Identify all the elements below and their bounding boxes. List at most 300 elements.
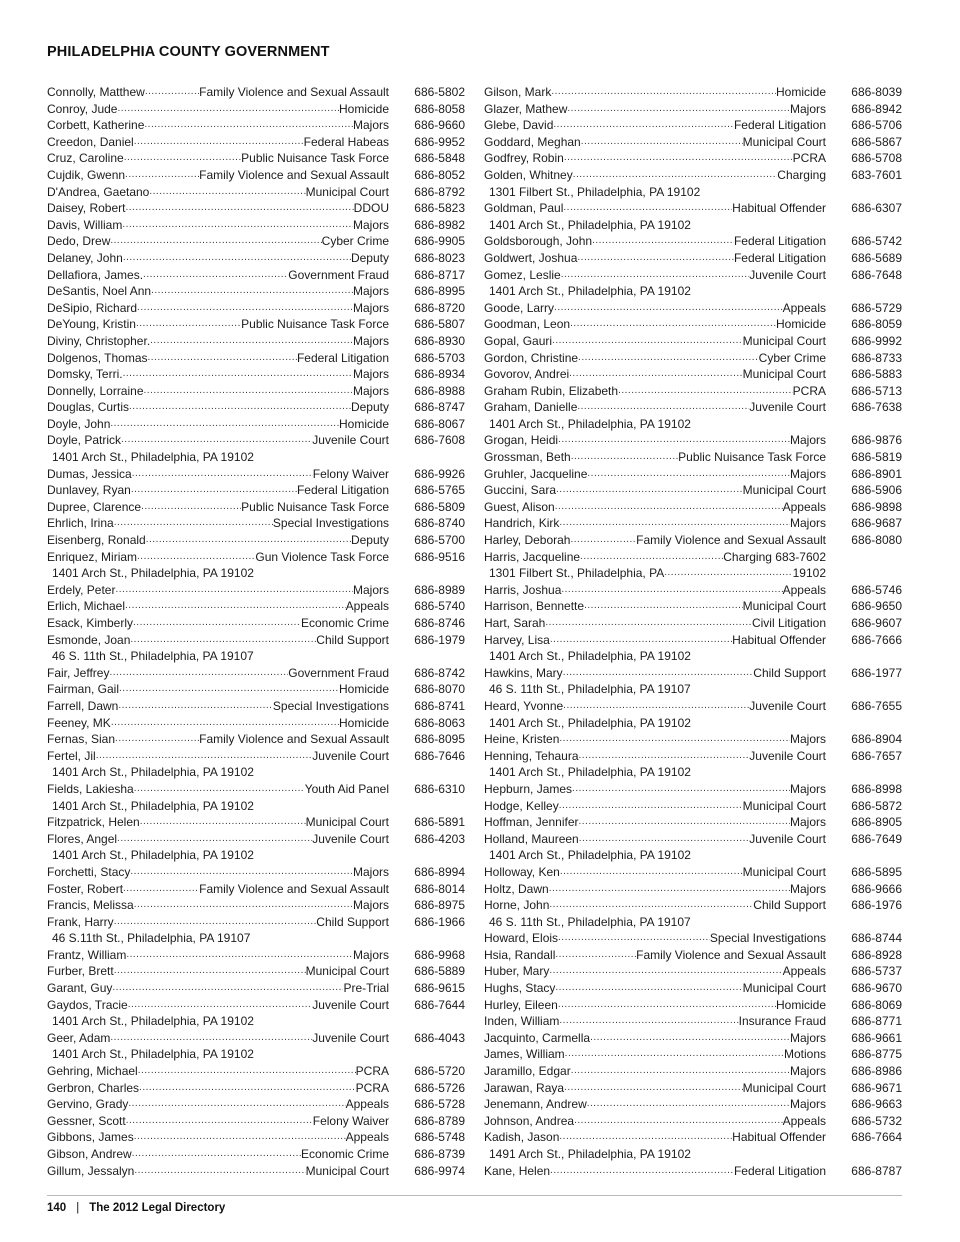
- entry-unit: Majors: [789, 881, 826, 896]
- entry-unit: Appeals: [345, 1130, 389, 1145]
- entry-unit: Child Support: [316, 914, 389, 929]
- entry-phone: 686-8995: [414, 284, 465, 299]
- dot-leader: [565, 1046, 784, 1063]
- directory-entry: [484, 1163, 902, 1180]
- dot-leader: [556, 482, 743, 499]
- directory-entry: [47, 532, 465, 549]
- directory-entry: [47, 217, 465, 234]
- dot-leader: [551, 84, 776, 101]
- directory-entry: [47, 350, 465, 367]
- dot-leader: [564, 150, 793, 167]
- entry-unit: Federal Litigation: [733, 234, 826, 249]
- directory-entry: [484, 200, 902, 217]
- entry-unit: Economic Crime: [300, 1147, 389, 1161]
- page-number: 140: [47, 1202, 67, 1214]
- entry-unit: Family Violence and Sexual Assault: [199, 881, 389, 896]
- entry-name: Doyle, Patrick: [47, 433, 122, 448]
- dot-leader: [553, 117, 734, 134]
- directory-entry: [47, 283, 465, 300]
- entry-unit: Federal Habeas: [303, 134, 389, 149]
- entry-name: Gessner, Scott: [47, 1113, 126, 1128]
- dot-leader: [130, 632, 316, 649]
- entry-name: Gervino, Grady: [47, 1097, 129, 1112]
- address-line: [484, 715, 902, 732]
- directory-entry: [484, 532, 902, 549]
- directory-entry: [484, 947, 902, 964]
- address-text: 46 S. 11th St., Philadelphia, PA 19107: [489, 914, 691, 929]
- entry-unit: Majors: [789, 466, 826, 481]
- dot-leader: [561, 582, 782, 599]
- entry-phone: 686-5746: [851, 582, 902, 597]
- entry-phone: 686-5706: [851, 118, 902, 133]
- entry-name: Gaydos, Tracie: [47, 997, 128, 1012]
- entry-unit: Appeals: [782, 499, 826, 514]
- entry-phone: 686-5737: [851, 964, 902, 979]
- entry-unit: Municipal Court: [742, 333, 826, 348]
- dot-leader: [114, 914, 317, 931]
- dot-leader: [115, 731, 199, 748]
- dot-leader: [133, 615, 301, 632]
- entry-unit: Municipal Court: [742, 864, 826, 879]
- directory-entry: [47, 300, 465, 317]
- entry-name: Jenemann, Andrew: [484, 1097, 587, 1112]
- dot-leader: [587, 466, 790, 483]
- entry-unit: Special Investigations: [709, 931, 826, 946]
- dot-leader: [569, 366, 742, 383]
- dot-leader: [550, 632, 732, 649]
- entry-unit: PCRA: [355, 1080, 389, 1095]
- directory-entry: [484, 167, 902, 184]
- entry-name: Delaney, John: [47, 250, 123, 265]
- entry-name: Goode, Larry: [484, 300, 555, 315]
- entry-name: Glazer, Mathew: [484, 101, 568, 116]
- entry-phone: 686-8989: [414, 582, 465, 597]
- entry-name: Esack, Kimberly: [47, 616, 134, 630]
- entry-phone: 686-8720: [414, 300, 465, 315]
- directory-entry: [484, 997, 902, 1014]
- entry-phone: 686-1979: [414, 632, 465, 647]
- dot-leader: [134, 1163, 305, 1180]
- entry-name: Garant, Guy: [47, 981, 113, 996]
- directory-entry: [484, 515, 902, 532]
- entry-name: Hurley, Eileen: [484, 997, 558, 1012]
- entry-name: Huber, Mary: [484, 964, 550, 979]
- entry-phone: 686-8942: [851, 101, 902, 116]
- entry-unit: Government Fraud: [288, 665, 389, 680]
- entry-phone: 686-8775: [851, 1047, 902, 1062]
- entry-name: Harris, Joshua: [484, 582, 562, 597]
- entry-name: Hoffman, Jennifer: [484, 815, 579, 830]
- entry-phone: 686-8067: [414, 416, 465, 431]
- directory-entry: [484, 499, 902, 516]
- directory-entry: [47, 1146, 465, 1163]
- entry-phone: 686-7638: [851, 400, 902, 415]
- directory-entry: [47, 134, 465, 151]
- address-text: 1401 Arch St., Philadelphia, PA 19102: [52, 1047, 254, 1062]
- dot-leader: [117, 831, 312, 848]
- directory-entry: [484, 482, 902, 499]
- directory-entry: [47, 980, 465, 997]
- directory-entry: [47, 101, 465, 118]
- entry-unit: Pre-Trial: [343, 981, 389, 996]
- dot-leader: [128, 1096, 345, 1113]
- entry-name: Diviny, Christopher.: [47, 333, 151, 348]
- dot-leader: [577, 250, 734, 267]
- entry-unit: Majors: [352, 217, 389, 232]
- entry-name: Fernas, Sian: [47, 732, 116, 747]
- entry-unit: Municipal Court: [742, 134, 826, 149]
- dot-leader: [148, 350, 297, 367]
- entry-name: Holtz, Dawn: [484, 881, 549, 896]
- dot-leader: [549, 963, 782, 980]
- address-line: [47, 565, 465, 582]
- dot-leader: [559, 1129, 732, 1146]
- entry-name: 1301 Filbert St., Philadelphia, PA: [489, 566, 665, 581]
- entry-unit: Family Violence and Sexual Assault: [199, 167, 389, 182]
- dot-leader: [143, 267, 288, 284]
- address-line: [47, 847, 465, 864]
- entry-unit: Habitual Offender: [732, 1130, 826, 1145]
- directory-entry: [47, 881, 465, 898]
- directory-entry: [47, 864, 465, 881]
- entry-unit: Majors: [352, 864, 389, 879]
- dot-leader: [567, 101, 790, 118]
- dot-leader: [131, 482, 297, 499]
- entry-unit: Public Nuisance Task Force: [241, 317, 389, 332]
- entry-unit: Municipal Court: [742, 981, 826, 996]
- entry-unit: Federal Litigation: [296, 483, 389, 498]
- entry-name: Gilson, Mark: [484, 85, 552, 99]
- dot-leader: [129, 399, 351, 416]
- entry-phone: 686-8746: [414, 616, 465, 630]
- directory-entry: [47, 466, 465, 483]
- address-line: [47, 798, 465, 815]
- dot-leader: [552, 333, 743, 350]
- entry-name: Heard, Yvonne: [484, 698, 564, 713]
- dot-leader: [149, 184, 305, 201]
- directory-entry: [47, 914, 465, 931]
- entry-unit: Majors: [352, 367, 389, 382]
- directory-entry: [484, 814, 902, 831]
- directory-entry: [484, 1046, 902, 1063]
- entry-name: Domsky, Terri.: [47, 367, 123, 382]
- dot-leader: [564, 1080, 743, 1097]
- entry-unit: Juvenile Court: [749, 267, 826, 282]
- entry-phone: 686-8747: [414, 400, 465, 415]
- entry-phone: 686-8058: [414, 101, 465, 116]
- entry-name: Johnson, Andrea: [484, 1113, 575, 1128]
- entry-phone: 686-5765: [414, 483, 465, 498]
- entry-unit: Juvenile Court: [312, 748, 389, 763]
- entry-phone: 686-7649: [851, 831, 902, 846]
- entry-unit: Majors: [352, 898, 389, 913]
- directory-entry: [47, 150, 465, 167]
- entry-unit: Economic Crime: [300, 616, 389, 630]
- entry-unit: Majors: [352, 383, 389, 398]
- page-title: PHILADELPHIA COUNTY GOVERNMENT: [47, 44, 330, 60]
- entry-name: Forchetti, Stacy: [47, 864, 131, 879]
- entry-unit: Majors: [789, 781, 826, 796]
- entry-name: Grossman, Beth: [484, 450, 571, 465]
- entry-name: Dunlavey, Ryan: [47, 483, 131, 498]
- entry-unit: Majors: [352, 118, 389, 133]
- dot-leader: [119, 681, 339, 698]
- entry-unit: Homicide: [338, 416, 389, 431]
- dot-leader: [664, 565, 792, 582]
- entry-name: Erlich, Michael: [47, 599, 126, 614]
- entry-name: Fairman, Gail: [47, 682, 120, 697]
- entry-name: Dellafiora, James.: [47, 267, 144, 282]
- dot-leader: [150, 333, 353, 350]
- entry-unit: PCRA: [792, 383, 826, 398]
- directory-entry: [484, 798, 902, 815]
- entry-name: Heine, Kristen: [484, 732, 560, 747]
- address-line: [47, 648, 465, 665]
- dot-leader: [573, 167, 778, 184]
- directory-entry: [47, 233, 465, 250]
- address-text: 1401 Arch St., Philadelphia, PA 19102: [52, 798, 254, 813]
- entry-name: Harvey, Lisa: [484, 632, 550, 647]
- entry-phone: 686-9992: [851, 333, 902, 348]
- entry-name: Feeney, MK: [47, 715, 111, 730]
- directory-entry: [47, 482, 465, 499]
- address-line: [47, 764, 465, 781]
- dot-leader: [122, 217, 353, 234]
- directory-entry: [47, 1080, 465, 1097]
- dot-leader: [592, 233, 734, 250]
- entry-phone: 686-8792: [414, 184, 465, 199]
- directory-entry: [484, 881, 902, 898]
- directory-entry: [484, 665, 902, 682]
- entry-unit: Family Violence and Sexual Assault: [199, 85, 389, 99]
- dot-leader: [134, 897, 353, 914]
- dot-leader: [545, 615, 752, 632]
- dot-leader: [118, 698, 273, 715]
- directory-entry: [47, 814, 465, 831]
- directory-entry: [484, 1096, 902, 1113]
- entry-name: Doyle, John: [47, 416, 111, 431]
- address-text: 1401 Arch St., Philadelphia, PA 19102: [52, 1014, 254, 1029]
- directory-entry: [47, 1129, 465, 1146]
- entry-phone: 686-9607: [851, 616, 902, 630]
- entry-unit: Homicide: [338, 682, 389, 697]
- entry-name: Connolly, Matthew: [47, 85, 145, 99]
- address-line: [484, 648, 902, 665]
- entry-phone: 686-8930: [414, 333, 465, 348]
- entry-unit: Civil Litigation: [751, 616, 826, 630]
- entry-name: Guest, Alison: [484, 499, 555, 514]
- dot-leader: [580, 549, 723, 566]
- directory-entry: [47, 383, 465, 400]
- dot-leader: [96, 748, 313, 765]
- entry-unit: PCRA: [792, 151, 826, 166]
- entry-name: Cruz, Caroline: [47, 151, 124, 166]
- entry-name: Fields, Lakiesha: [47, 781, 134, 796]
- address-text: 1401 Arch St., Philadelphia, PA 19102: [52, 450, 254, 465]
- address-text: 46 S.11th St., Philadelphia, PA 19107: [52, 931, 251, 946]
- directory-entry: [47, 184, 465, 201]
- entry-unit: Municipal Court: [742, 1080, 826, 1095]
- entry-phone: 686-8069: [851, 997, 902, 1012]
- entry-name: Glebe, David: [484, 118, 554, 133]
- entry-phone: 686-8070: [414, 682, 465, 697]
- entry-unit: Appeals: [782, 300, 826, 315]
- directory-entry: [484, 549, 902, 566]
- dot-leader: [578, 350, 759, 367]
- entry-unit: DDOU: [353, 201, 389, 216]
- entry-unit: Municipal Court: [305, 964, 389, 979]
- entry-name: Horne, John: [484, 898, 550, 913]
- entry-phone: 686-8928: [851, 947, 902, 962]
- dot-leader: [140, 814, 306, 831]
- entry-name: Kane, Helen: [484, 1163, 551, 1178]
- dot-leader: [115, 582, 353, 599]
- directory-entry: [47, 499, 465, 516]
- directory-entry: [47, 897, 465, 914]
- entry-phone: 686-7666: [851, 632, 902, 647]
- entry-phone: 686-5906: [851, 483, 902, 498]
- entry-unit: Municipal Court: [305, 184, 389, 199]
- directory-column-right: [484, 84, 902, 1179]
- entry-name: Cujdik, Gwenn: [47, 167, 126, 182]
- entry-phone: 686-9663: [851, 1097, 902, 1112]
- dot-leader: [136, 316, 241, 333]
- address-line: [484, 681, 902, 698]
- entry-phone: 686-8740: [414, 516, 465, 531]
- directory-entry: [484, 134, 902, 151]
- entry-name: Inden, William: [484, 1014, 560, 1029]
- dot-leader: [125, 167, 199, 184]
- address-text: 1301 Filbert St., Philadelphia, PA 19102: [489, 184, 701, 199]
- entry-name: Goldman, Paul: [484, 201, 564, 216]
- entry-name: Handrich, Kirk: [484, 516, 560, 531]
- entry-phone: 686-9974: [414, 1163, 465, 1178]
- dot-leader: [561, 267, 750, 284]
- entry-unit: Juvenile Court: [749, 831, 826, 846]
- entry-phone: 686-9661: [851, 1030, 902, 1045]
- directory-column-left: [47, 84, 465, 1179]
- entry-unit: Gun Violence Task Force: [255, 549, 389, 564]
- entry-phone: 686-9650: [851, 599, 902, 614]
- entry-name: Hsia, Randall: [484, 947, 556, 962]
- dot-leader: [134, 1129, 346, 1146]
- entry-name: Furber, Brett: [47, 964, 114, 979]
- dot-leader: [125, 200, 353, 217]
- entry-phone: 686-5703: [414, 350, 465, 365]
- entry-unit: Majors: [352, 300, 389, 315]
- entry-name: Ehrlich, Irina: [47, 516, 114, 531]
- entry-phone: 686-8988: [414, 383, 465, 398]
- entry-unit: Special Investigations: [272, 698, 389, 713]
- entry-unit: Juvenile Court: [312, 831, 389, 846]
- address-line: [484, 764, 902, 781]
- entry-phone: 686-9687: [851, 516, 902, 531]
- entry-phone: 686-5689: [851, 250, 902, 265]
- entry-unit: Habitual Offender: [732, 632, 826, 647]
- entry-phone: 686-6310: [414, 781, 465, 796]
- entry-phone: 686-5740: [414, 599, 465, 614]
- entry-name: Frantz, William: [47, 947, 127, 962]
- address-line: [47, 930, 465, 947]
- directory-entry: [484, 565, 902, 582]
- entry-unit: Juvenile Court: [312, 433, 389, 448]
- entry-phone: 686-8080: [851, 533, 902, 548]
- entry-unit: Majors: [789, 101, 826, 116]
- entry-unit: Deputy: [350, 250, 389, 265]
- entry-phone: 686-5802: [414, 85, 465, 99]
- entry-phone: 686-9926: [414, 466, 465, 481]
- directory-entry: [484, 1129, 902, 1146]
- dot-leader: [117, 101, 339, 118]
- entry-name: Howard, Elois: [484, 931, 559, 946]
- address-line: [484, 416, 902, 433]
- entry-phone: 686-5708: [851, 151, 902, 166]
- entry-unit: Public Nuisance Task Force: [241, 499, 389, 514]
- entry-unit: Felony Waiver: [312, 1113, 389, 1128]
- entry-name: Goodman, Leon: [484, 317, 571, 332]
- entry-phone: 686-8717: [414, 267, 465, 282]
- entry-phone: 683-7601: [851, 167, 902, 182]
- directory-entry: [47, 715, 465, 732]
- directory-entry: [47, 1163, 465, 1180]
- entry-phone: 686-8998: [851, 781, 902, 796]
- directory-entry: [47, 267, 465, 284]
- address-text: 1401 Arch St., Philadelphia, PA 19102: [489, 416, 691, 431]
- dot-leader: [121, 432, 312, 449]
- entry-unit: Juvenile Court: [749, 400, 826, 415]
- dot-leader: [134, 134, 304, 151]
- dot-leader: [579, 831, 750, 848]
- directory-entry: [484, 150, 902, 167]
- entry-unit: Municipal Court: [742, 798, 826, 813]
- entry-unit: Majors: [352, 284, 389, 299]
- entry-name: DeYoung, Kristin: [47, 317, 136, 332]
- entry-unit: Majors: [352, 333, 389, 348]
- directory-entry: [47, 1063, 465, 1080]
- entry-phone: 686-5872: [851, 798, 902, 813]
- entry-phone: 686-4043: [414, 1030, 465, 1045]
- directory-entry: [47, 615, 465, 632]
- dot-leader: [559, 798, 743, 815]
- directory-entry: [484, 101, 902, 118]
- entry-phone: 686-8771: [851, 1014, 902, 1029]
- entry-phone: 686-8986: [851, 1064, 902, 1079]
- dot-leader: [571, 1063, 790, 1080]
- entry-unit: Child Support: [753, 898, 826, 913]
- entry-phone: 686-1976: [851, 898, 902, 913]
- address-text: 46 S. 11th St., Philadelphia, PA 19107: [52, 649, 254, 664]
- entry-name: Gruhler, Jacqueline: [484, 466, 588, 481]
- entry-name: Gehring, Michael: [47, 1064, 138, 1079]
- entry-unit: Juvenile Court: [312, 1030, 389, 1045]
- entry-phone: 686-8095: [414, 732, 465, 747]
- entry-phone: 686-9516: [414, 549, 465, 564]
- entry-phone: 686-8733: [851, 350, 902, 365]
- entry-unit: Public Nuisance Task Force: [678, 450, 826, 465]
- entry-unit: Majors: [789, 516, 826, 531]
- dot-leader: [139, 1080, 356, 1097]
- directory-entry: [484, 1013, 902, 1030]
- entry-name: Henning, Tehaura: [484, 748, 579, 763]
- dot-leader: [559, 1013, 738, 1030]
- dot-leader: [114, 963, 306, 980]
- address-line: [484, 184, 902, 201]
- entry-phone: 686-5742: [851, 234, 902, 249]
- address-text: 46 S. 11th St., Philadelphia, PA 19107: [489, 682, 691, 697]
- directory-entry: [484, 698, 902, 715]
- directory-entry: [484, 897, 902, 914]
- entry-name: DeSantis, Noel Ann: [47, 284, 152, 299]
